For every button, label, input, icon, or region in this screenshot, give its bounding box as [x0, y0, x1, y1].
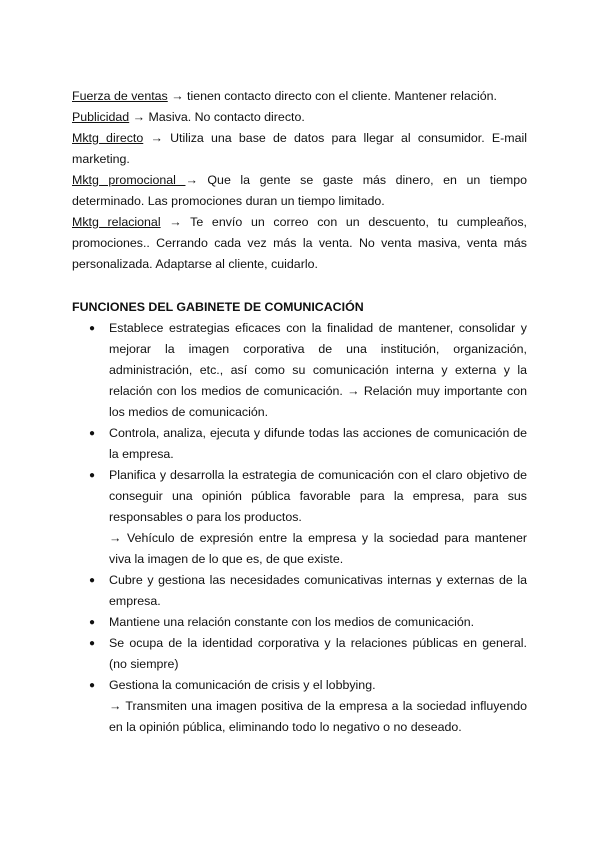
- definition-mktg-relacional: [72, 212, 527, 275]
- list-item: [72, 633, 527, 675]
- list-item-note: → Transmiten una imagen positiva de la empresa a la sociedad influyendo en la opinión pública, eliminando todo lo negativo o no deseado.: [109, 699, 527, 734]
- list-item: [72, 423, 527, 465]
- definition-mktg-directo: [72, 128, 527, 170]
- list-item: [72, 612, 527, 633]
- list-item-text: Controla, analiza, ejecuta y difunde todas las acciones de comunicación de la empresa.: [109, 426, 527, 461]
- list-item-text: Mantiene una relación constante con los medios de comunicación.: [109, 615, 475, 629]
- definition-text: → Masiva. No contacto directo.: [129, 110, 305, 124]
- definition-mktg-promocional: [72, 170, 527, 212]
- functions-list: [72, 318, 527, 738]
- definition-term: Mktg promocional: [72, 173, 186, 187]
- list-item: [72, 675, 527, 738]
- definition-term: Fuerza de ventas: [72, 89, 168, 103]
- list-item-text: Se ocupa de la identidad corporativa y la relaciones públicas en general. (no siempre): [109, 636, 527, 671]
- list-item: [72, 570, 527, 612]
- definition-text: → Que la gente se gaste más dinero, en un tiempo determinado. Las promociones duran un tiempo limitado.: [72, 173, 527, 208]
- list-item: [72, 318, 527, 423]
- definition-term: Mktg directo: [72, 131, 144, 145]
- list-item: [72, 465, 527, 570]
- list-item-text: Planifica y desarrolla la estrategia de comunicación con el claro objetivo de conseguir una opinión pública favorable para la empresa, para sus responsables o para los productos.: [109, 468, 527, 524]
- definition-publicidad: [72, 107, 527, 128]
- list-item-text: Establece estrategias eficaces con la finalidad de mantener, consolidar y mejorar la imagen corporativa de una institución, organización, administración, etc., así como su comunicación interna y externa y la relación con los medios de comunicación. → Relación muy importante con los medios de comunicación.: [109, 321, 527, 419]
- section-heading: FUNCIONES DEL GABINETE DE COMUNICACIÓN: [72, 300, 364, 314]
- bullet-icon: ●: [89, 323, 96, 334]
- list-item-text: Cubre y gestiona las necesidades comunicativas internas y externas de la empresa.: [109, 573, 527, 608]
- list-item-text: Gestiona la comunicación de crisis y el lobbying.: [109, 678, 376, 692]
- list-item-note: → Vehículo de expresión entre la empresa y la sociedad para mantener viva la imagen de lo que es, de que existe.: [109, 531, 527, 566]
- definition-term: Publicidad: [72, 110, 130, 124]
- definition-fuerza-de-ventas: [72, 86, 527, 107]
- bullet-icon: ●: [89, 428, 96, 439]
- bullet-icon: ●: [89, 617, 96, 628]
- bullet-icon: ●: [89, 470, 96, 481]
- definition-term: Mktg relacional: [72, 215, 161, 229]
- bullet-icon: ●: [89, 680, 96, 691]
- definition-text: → tienen contacto directo con el cliente. Mantener relación.: [167, 89, 497, 103]
- bullet-icon: ●: [89, 638, 96, 649]
- definition-text: → Te envío un correo con un descuento, tu cumpleaños, promociones.. Cerrando cada vez más la venta. No venta masiva, venta más personalizada. Adaptarse al cliente, cuidarlo.: [72, 215, 527, 271]
- definition-text: → Utiliza una base de datos para llegar al consumidor. E-mail marketing.: [72, 131, 528, 166]
- bullet-icon: ●: [89, 575, 96, 586]
